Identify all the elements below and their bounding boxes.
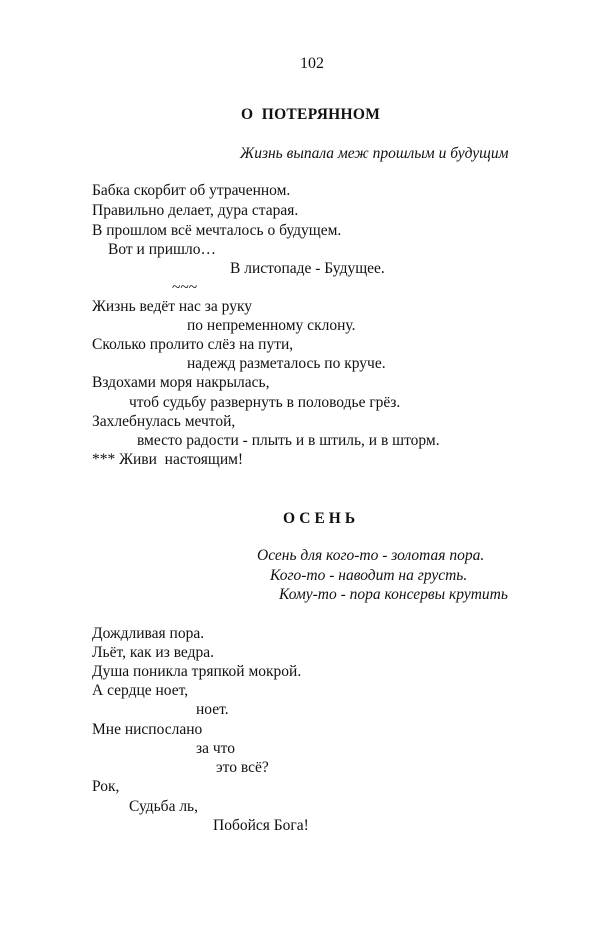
poem-line: надежд разметалось по круче. xyxy=(187,355,386,372)
poem-line: Льёт, как из ведра. xyxy=(92,644,214,661)
poem-line: В прошлом всё мечталось о будущем. xyxy=(92,222,342,239)
poem-line: Дождливая пора. xyxy=(92,625,205,642)
poem-line: Вот и пришло… xyxy=(108,241,216,258)
poem-line: чтоб судьбу развернуть в половодье грёз. xyxy=(129,394,401,411)
poem-line: Мне ниспослано xyxy=(92,721,203,738)
page-number: 102 xyxy=(300,55,324,72)
poem-epigraph: Кому-то - пора консервы крутить xyxy=(279,586,508,603)
poem-line: за что xyxy=(196,740,235,757)
poem-epigraph: Кого-то - наводит на грусть. xyxy=(270,567,468,584)
section-divider: ~~~ xyxy=(172,279,198,296)
poem-line: Побойся Бога! xyxy=(213,817,309,834)
poem-line: Бабка скорбит об утраченном. xyxy=(92,182,291,199)
poem-epigraph: Жизнь выпала меж прошлым и будущим xyxy=(240,145,509,162)
poem-line: В листопаде - Будущее. xyxy=(230,260,385,277)
poem-epigraph: Осень для кого-то - золотая пора. xyxy=(257,547,485,564)
poem-line: А сердце ноет, xyxy=(92,682,189,699)
poem-title-osen: ОСЕНЬ xyxy=(283,510,360,527)
poem-line: Правильно делает, дура старая. xyxy=(92,202,299,219)
poem-line: вместо радости - плыть и в штиль, и в шторм. xyxy=(137,432,440,449)
poem-title-o-poteryannom: О ПОТЕРЯННОМ xyxy=(241,106,381,123)
poem-line: *** Живи настоящим! xyxy=(92,451,244,468)
poem-line: Жизнь ведёт нас за руку xyxy=(92,298,253,315)
poem-line: Захлебнулась мечтой, xyxy=(92,413,236,430)
poem-line: ноет. xyxy=(196,701,229,718)
poem-line: Вздохами моря накрылась, xyxy=(92,374,270,391)
poem-line: Сколько пролито слёз на пути, xyxy=(92,336,294,353)
poem-line: Душа поникла тряпкой мокрой. xyxy=(92,663,302,680)
poem-line: по непременному склону. xyxy=(187,317,356,334)
poem-line: это всё? xyxy=(216,759,269,776)
poem-line: Рок, xyxy=(92,778,120,795)
poem-line: Судьба ль, xyxy=(129,798,199,815)
